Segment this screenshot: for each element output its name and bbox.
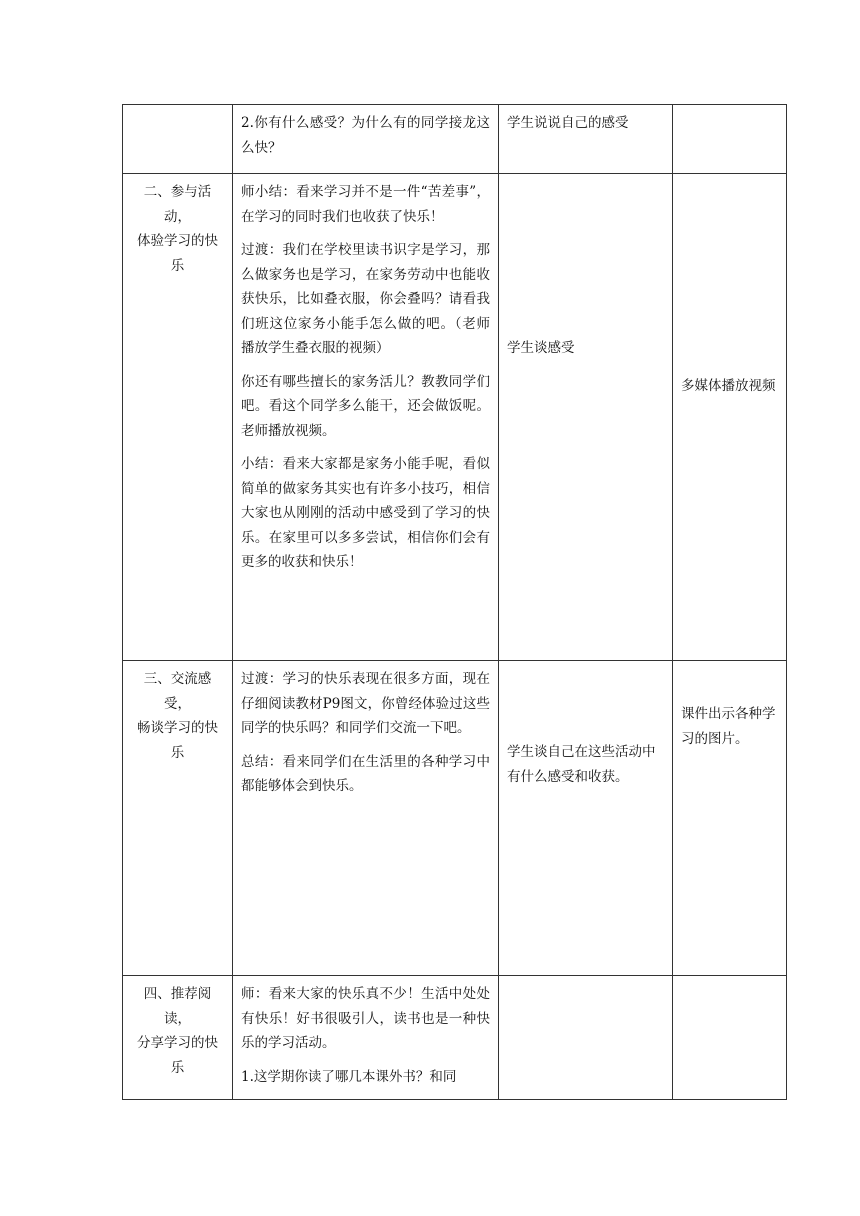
table-row xyxy=(123,661,787,976)
student-text: 学生说说自己的感受 xyxy=(507,115,629,131)
teacher-paragraph: 过渡：我们在学校里读书识字是学习，那么做家务也是学习，在家务劳动中也能收获快乐，比如叠衣服，你会叠吗？请看我们班这位家务小能手怎么做的吧。（老师播放学生叠衣服的视频） xyxy=(241,242,490,356)
table-row xyxy=(123,105,787,174)
section-title-line: 体验学习的快 xyxy=(137,233,218,249)
section-title-line: 二、参与活动， xyxy=(143,184,212,225)
section-cell xyxy=(123,105,233,174)
teacher-paragraph: 1.这学期你读了哪几本课外书？和同 xyxy=(241,1068,457,1085)
lesson-plan-table xyxy=(122,104,787,1100)
media-text: 多媒体播放视频 xyxy=(681,378,776,394)
student-activity-cell xyxy=(499,976,673,1100)
section-title-line: 四、推荐阅读， xyxy=(143,986,212,1027)
media-cell xyxy=(673,105,787,174)
teacher-paragraph: 2.你有什么感受？为什么有的同学接龙这么快？ xyxy=(241,115,490,156)
teacher-activity-cell xyxy=(233,976,499,1100)
teacher-paragraph: 总结：看来同学们在生活里的各种学习中都能够体会到快乐。 xyxy=(241,753,490,794)
section-title-line: 三、交流感受， xyxy=(143,671,212,712)
teacher-paragraph: 师：看来大家的快乐真不少！生活中处处有快乐！好书很吸引人，读书也是一种快乐的学习活动。 xyxy=(241,986,490,1051)
section-cell xyxy=(123,174,233,661)
student-text: 学生谈感受 xyxy=(507,340,575,356)
media-cell xyxy=(673,976,787,1100)
student-activity-cell xyxy=(499,661,673,976)
student-activity-cell xyxy=(499,105,673,174)
table-row xyxy=(123,976,787,1100)
section-cell xyxy=(123,661,233,976)
media-text: 课件出示各种学习的图片。 xyxy=(681,706,776,747)
media-cell xyxy=(673,174,787,661)
section-title-line: 乐 xyxy=(170,1059,185,1076)
student-activity-cell xyxy=(499,174,673,661)
teacher-paragraph: 过渡：学习的快乐表现在很多方面，现在仔细阅读教材P9图文，你曾经体验过这些同学的快乐吗？和同学们交流一下吧。 xyxy=(241,671,490,736)
teacher-paragraph: 师小结：看来学习并不是一件“苦差事”，在学习的同时我们也收获了快乐！ xyxy=(241,184,490,225)
section-title-line: 乐 xyxy=(170,744,185,761)
teacher-activity-cell xyxy=(233,174,499,661)
table-row xyxy=(123,174,787,661)
section-title-line: 乐 xyxy=(170,257,185,274)
teacher-paragraph: 你还有哪些擅长的家务活儿？教教同学们吧。看这个同学多么能干，还会做饭呢。老师播放视频。 xyxy=(241,373,490,439)
teacher-paragraph: 小结：看来大家都是家务小能手呢，看似简单的做家务其实也有许多小技巧，相信大家也从刚刚的活动中感受到了学习的快乐。在家里可以多多尝试，相信你们会有更多的收获和快乐！ xyxy=(241,456,490,570)
teacher-activity-cell xyxy=(233,105,499,174)
teacher-activity-cell xyxy=(233,661,499,976)
student-text: 学生谈自己在这些活动中有什么感受和收获。 xyxy=(507,744,656,785)
section-cell xyxy=(123,976,233,1100)
media-cell xyxy=(673,661,787,976)
section-title-line: 畅谈学习的快 xyxy=(137,720,218,736)
section-title-line: 分享学习的快 xyxy=(137,1035,218,1051)
